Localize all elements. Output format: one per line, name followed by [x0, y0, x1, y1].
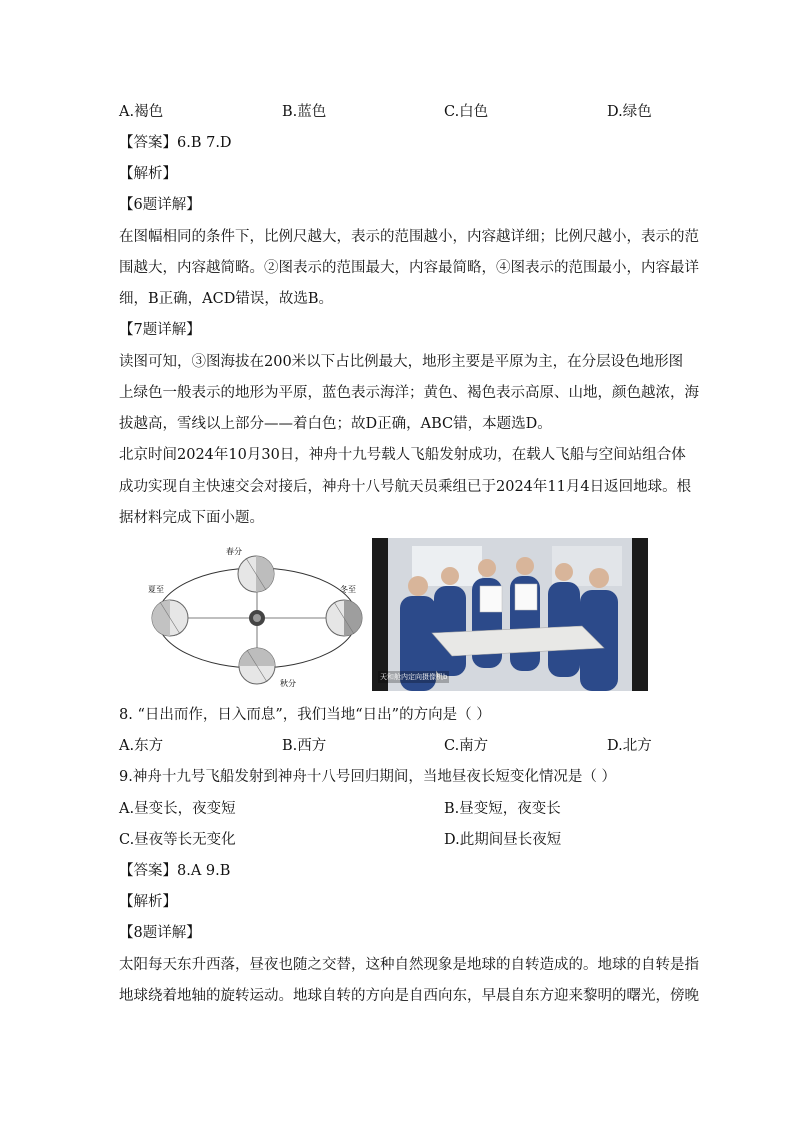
earth-orbit-diagram: [140, 542, 380, 692]
q8-option-d: D.北方: [607, 738, 652, 754]
photo-caption: 天和舱内定向摄像机b: [380, 673, 448, 681]
label-spring: 春分: [226, 547, 242, 556]
answer-line-2: 【答案】8.A 9.B: [119, 863, 231, 879]
q6-detail-line: 在图幅相同的条件下，比例尺越大，表示的范围越小，内容越详细；比例尺越小，表示的范: [119, 229, 699, 245]
q6-detail-heading: 【6题详解】: [119, 197, 201, 213]
answer-line-1: 【答案】6.B 7.D: [119, 135, 232, 151]
earth-spring-icon: [238, 556, 274, 592]
material-line: 成功实现自主快速交会对接后，神舟十八号航天员乘组已于2024年11月4日返回地球。根: [119, 479, 692, 495]
q7-detail-line: 上绿色一般表示的地形为平原，蓝色表示海洋；黄色、褐色表示高原、山地，颜色越浓，海: [119, 385, 699, 401]
q7-option-c: C.白色: [444, 104, 489, 120]
astronauts-photo: [372, 538, 648, 691]
q8-option-b: B.西方: [282, 738, 327, 754]
q8-option-a: A.东方: [119, 738, 164, 754]
q7-option-a: A.褐色: [119, 104, 164, 120]
q7-detail-line: 读图可知，③图海拔在200米以下占比例最大，地形主要是平原为主，在分层设色地形图: [119, 354, 684, 370]
material-line: 北京时间2024年10月30日，神舟十九号载人飞船发射成功，在载人飞船与空间站组合体: [119, 447, 686, 463]
q8-stem: 8. “日出而作，日入而息”，我们当地“日出”的方向是（ ）: [119, 707, 491, 723]
jiexi-heading-1: 【解析】: [119, 166, 177, 182]
q8-detail-line: 太阳每天东升西落，昼夜也随之交替，这种自然现象是地球的自转造成的。地球的自转是指: [119, 957, 699, 973]
earth-winter-icon: [326, 600, 362, 636]
q7-option-d: D.绿色: [607, 104, 652, 120]
q7-detail-heading: 【7题详解】: [119, 322, 201, 338]
q9-stem: 9.神舟十九号飞船发射到神舟十八号回归期间，当地昼夜长短变化情况是（ ）: [119, 769, 616, 785]
q9-option-a: A.昼变长，夜变短: [119, 801, 236, 817]
q6-detail-line: 细，B正确，ACD错误，故选B。: [119, 291, 334, 307]
material-line: 据材料完成下面小题。: [119, 510, 264, 526]
q7-option-b: B.蓝色: [282, 104, 327, 120]
earth-summer-icon: [152, 600, 188, 636]
q6-detail-line: 围越大，内容越简略。②图表示的范围最大，内容最简略，④图表示的范围最小，内容最详: [119, 260, 699, 276]
q8-option-c: C.南方: [444, 738, 489, 754]
label-winter: 冬至: [340, 585, 356, 594]
q7-detail-line: 拔越高，雪线以上部分——着白色；故D正确，ABC错，本题选D。: [119, 416, 552, 432]
label-summer: 夏至: [148, 585, 164, 594]
q8-detail-heading: 【8题详解】: [119, 925, 201, 941]
earth-autumn-icon: [239, 648, 275, 684]
q8-detail-line: 地球绕着地轴的旋转运动。地球自转的方向是自西向东，早晨自东方迎来黎明的曙光，傍晚: [119, 988, 699, 1004]
q9-option-d: D.此期间昼长夜短: [444, 832, 562, 848]
q9-option-b: B.昼变短，夜变长: [444, 801, 561, 817]
q9-option-c: C.昼夜等长无变化: [119, 832, 236, 848]
label-autumn: 秋分: [280, 679, 296, 688]
jiexi-heading-2: 【解析】: [119, 894, 177, 910]
